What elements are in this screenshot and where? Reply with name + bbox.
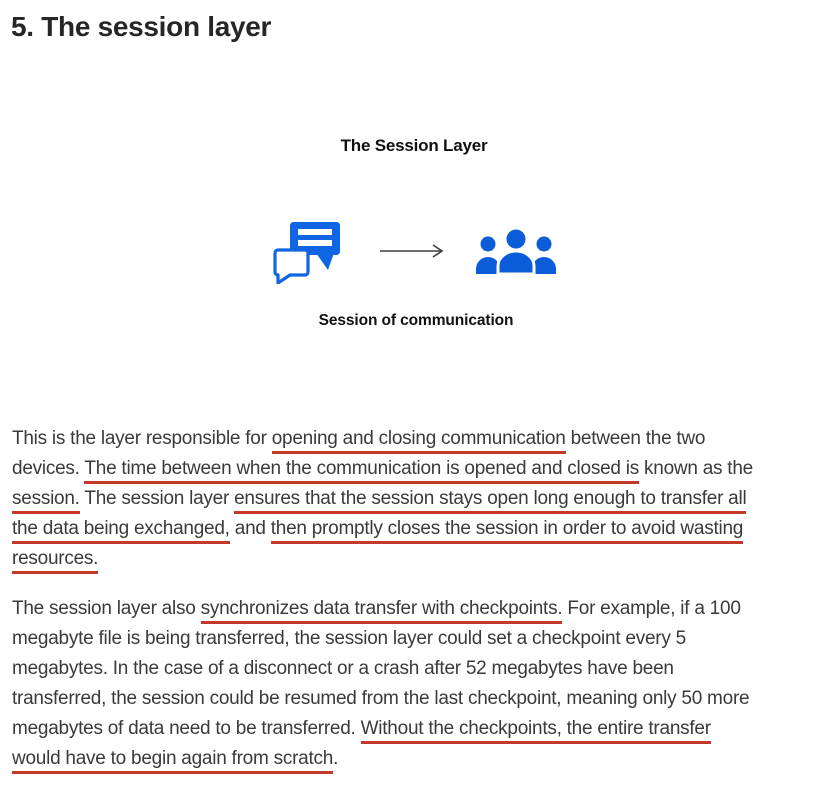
text-segment: This is the layer responsible for <box>12 428 272 449</box>
underlined-text-segment: would have to begin again from scratch <box>12 748 333 774</box>
text-line <box>12 744 824 774</box>
text-line <box>12 544 824 574</box>
text-line <box>12 454 824 484</box>
text-segment: megabyte file is being transferred, the session layer could set a checkpoint every 5 <box>12 628 686 649</box>
article-body <box>12 424 824 794</box>
underlined-text-segment: Without the checkpoints, the entire transfer <box>361 718 711 744</box>
underlined-text-segment: then promptly closes the session in order to avoid wasting <box>271 518 743 544</box>
figure-illustration <box>0 218 828 284</box>
text-line <box>12 514 824 544</box>
text-segment: devices. <box>12 458 85 479</box>
text-segment: known as the <box>638 458 753 479</box>
figure-caption: Session of communication <box>318 312 514 329</box>
text-line <box>12 484 824 514</box>
text-line <box>12 714 824 744</box>
chat-icon <box>271 218 349 284</box>
text-line <box>12 424 824 454</box>
underlined-text-segment: resources. <box>12 548 98 574</box>
text-line <box>12 624 824 654</box>
underlined-text-segment: the data being exchanged, <box>12 518 230 544</box>
text-segment: and <box>229 518 271 539</box>
paragraph <box>12 594 824 774</box>
underlined-text-segment: ensures that the session stays open long enough to transfer all <box>234 488 746 514</box>
text-segment: The session layer <box>79 488 235 509</box>
underlined-text-segment: session. <box>12 488 80 514</box>
text-segment: megabytes. In the case of a disconnect or a crash after 52 megabytes have been <box>12 658 674 679</box>
underlined-text-segment: The time between when the communication is opened and closed is <box>84 458 639 484</box>
page-title: 5. The session layer <box>11 11 272 42</box>
text-segment: . <box>333 748 339 769</box>
text-segment: megabytes of data need to be transferred. <box>12 718 361 739</box>
arrow-right-icon <box>379 243 445 259</box>
text-line <box>12 654 824 684</box>
text-line <box>12 684 824 714</box>
underlined-text-segment: opening and closing communication <box>272 428 566 454</box>
text-segment: The session layer also <box>12 598 201 619</box>
text-segment: between the two <box>565 428 706 449</box>
figure-title: The Session Layer <box>340 136 488 155</box>
people-icon <box>475 228 557 274</box>
text-line <box>12 594 824 624</box>
underlined-text-segment: synchronizes data transfer with checkpoints. <box>201 598 563 624</box>
text-segment: For example, if a 100 <box>562 598 741 619</box>
text-segment: transferred, the session could be resumed from the last checkpoint, meaning only 50 more <box>12 688 750 709</box>
paragraph <box>12 424 824 574</box>
